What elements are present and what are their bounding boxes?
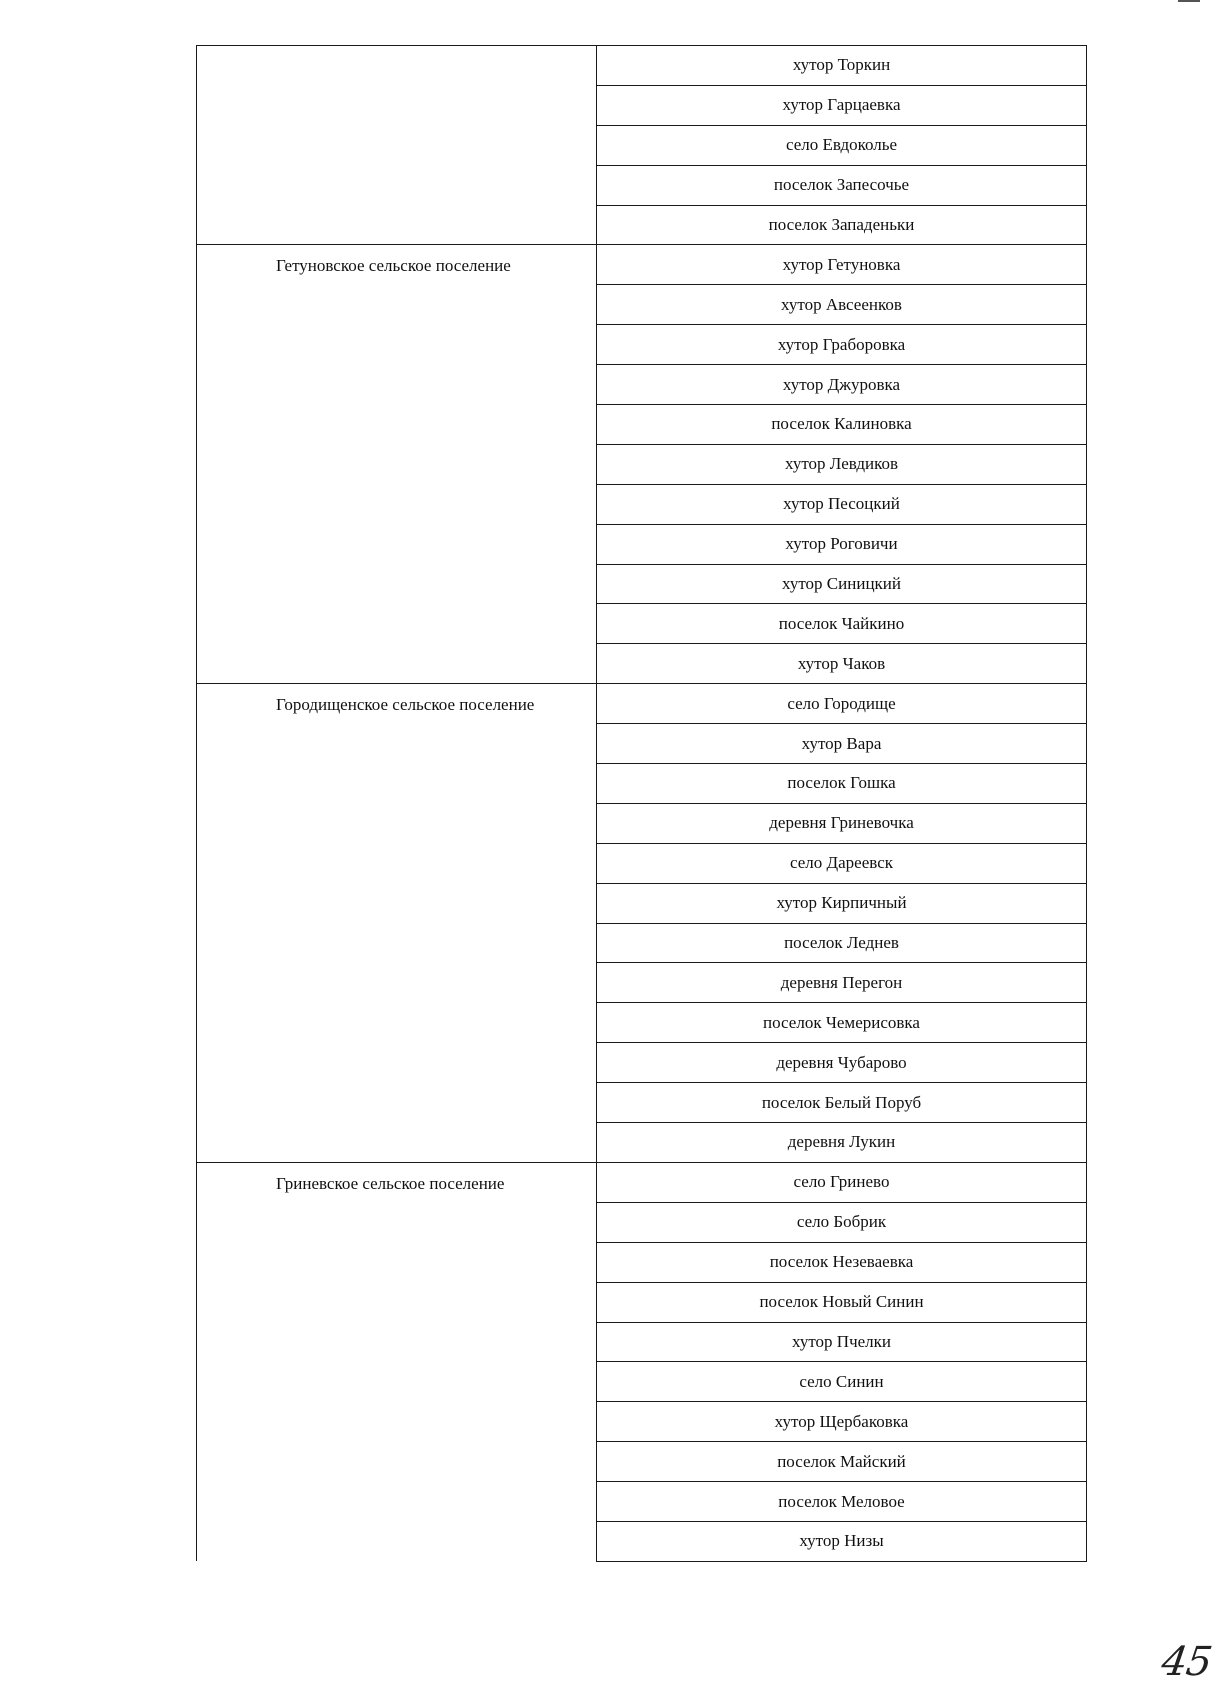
locality-cell: поселок Калиновка xyxy=(597,405,1087,445)
locality-cell: хутор Джуровка xyxy=(597,365,1087,405)
locality-cell: село Бобрик xyxy=(597,1202,1087,1242)
locality-cell: хутор Вара xyxy=(597,724,1087,764)
locality-cell: хутор Пчелки xyxy=(597,1322,1087,1362)
settlements-table xyxy=(196,45,1087,1562)
locality-cell: поселок Новый Синин xyxy=(597,1282,1087,1322)
scan-corner-mark xyxy=(1178,0,1200,2)
locality-cell: поселок Запесочье xyxy=(597,165,1087,205)
locality-cell: поселок Незеваевка xyxy=(597,1242,1087,1282)
locality-cell: деревня Чубарово xyxy=(597,1043,1087,1083)
locality-cell: село Гринево xyxy=(597,1162,1087,1202)
locality-cell: деревня Лукин xyxy=(597,1123,1087,1163)
locality-cell: поселок Чемерисовка xyxy=(597,1003,1087,1043)
locality-cell: поселок Гошка xyxy=(597,764,1087,804)
table-row xyxy=(197,1162,1087,1202)
settlement-name-cell: Городищенское сельское поселение xyxy=(197,684,597,1163)
settlement-name-cell: Гриневское сельское поселение xyxy=(197,1162,597,1561)
settlements-table-body xyxy=(197,46,1087,1562)
locality-cell: хутор Граборовка xyxy=(597,325,1087,365)
locality-cell: хутор Низы xyxy=(597,1521,1087,1561)
locality-cell: поселок Западеньки xyxy=(597,205,1087,245)
locality-cell: хутор Левдиков xyxy=(597,444,1087,484)
locality-cell: поселок Леднев xyxy=(597,923,1087,963)
settlement-name-cell xyxy=(197,46,597,245)
locality-cell: хутор Торкин xyxy=(597,46,1087,86)
locality-cell: хутор Кирпичный xyxy=(597,883,1087,923)
locality-cell: хутор Синицкий xyxy=(597,564,1087,604)
table-row xyxy=(197,245,1087,285)
locality-cell: село Евдоколье xyxy=(597,125,1087,165)
locality-cell: хутор Песоцкий xyxy=(597,484,1087,524)
locality-cell: село Синин xyxy=(597,1362,1087,1402)
locality-cell: деревня Гриневочка xyxy=(597,803,1087,843)
locality-cell: село Дареевск xyxy=(597,843,1087,883)
locality-cell: хутор Гарцаевка xyxy=(597,85,1087,125)
locality-cell: поселок Чайкино xyxy=(597,604,1087,644)
locality-cell: деревня Перегон xyxy=(597,963,1087,1003)
table-row xyxy=(197,46,1087,86)
locality-cell: хутор Авсеенков xyxy=(597,285,1087,325)
settlement-name-cell: Гетуновское сельское поселение xyxy=(197,245,597,684)
locality-cell: поселок Майский xyxy=(597,1442,1087,1482)
table-row xyxy=(197,684,1087,724)
locality-cell: хутор Роговичи xyxy=(597,524,1087,564)
locality-cell: село Городище xyxy=(597,684,1087,724)
locality-cell: поселок Белый Поруб xyxy=(597,1083,1087,1123)
locality-cell: поселок Меловое xyxy=(597,1482,1087,1522)
handwritten-page-number: 45 xyxy=(1158,1639,1214,1685)
locality-cell: хутор Щербаковка xyxy=(597,1402,1087,1442)
locality-cell: хутор Гетуновка xyxy=(597,245,1087,285)
locality-cell: хутор Чаков xyxy=(597,644,1087,684)
